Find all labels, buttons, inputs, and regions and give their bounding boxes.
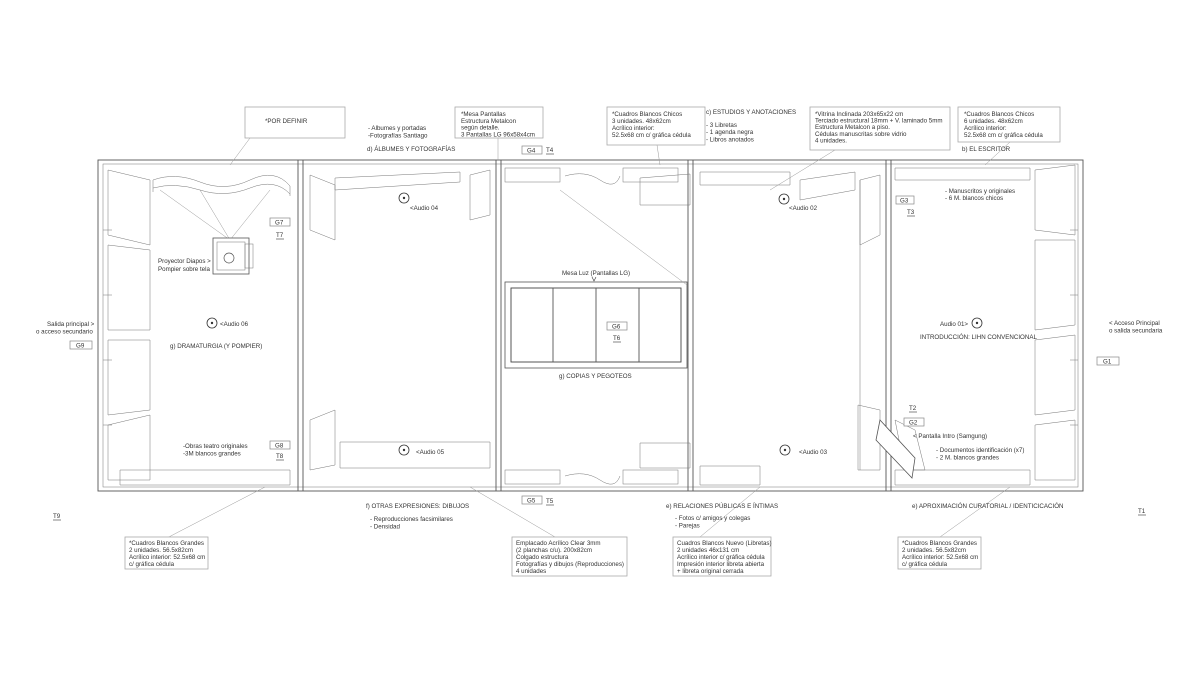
svg-text:T5: T5 <box>546 498 554 505</box>
svg-text:G9: G9 <box>76 342 85 350</box>
aproximacion-section-title: e) APROXIMACIÓN CURATORIAL / IDENTICICACIÓN <box>912 503 1064 510</box>
svg-text:<Audio 04: <Audio 04 <box>410 205 439 212</box>
dramaturgia-section-title: g) DRAMATURGIA (Y POMPIER) <box>170 343 263 350</box>
code-g6 <box>607 322 627 331</box>
salida-principal-note: Salida principal > o acceso secundario <box>36 321 95 336</box>
code-g8 <box>270 441 290 450</box>
light-table <box>505 190 687 368</box>
svg-text:G8: G8 <box>275 442 284 450</box>
otras-items-note: - Reproducciones facsimilares - Densidad <box>370 516 453 531</box>
code-t1 <box>1138 508 1146 515</box>
cuadros-grandes-right-note: *Cuadros Blancos Grandes 2 unidades. 56.5x82cm Acrílico interior: 52.5x68 cm c/ gráfica cédula <box>902 540 979 568</box>
albumes-section-title: d) ÁLBUMES Y FOTOGRAFÍAS <box>367 146 456 153</box>
svg-text:G2: G2 <box>909 419 918 427</box>
estudios-items-note: - 3 Libretas - 1 agenda negra - Libros anotados <box>706 122 754 144</box>
code-g9 <box>70 341 92 350</box>
mesa-luz-label: Mesa Luz (Pantallas LG) <box>562 270 631 277</box>
svg-text:G5: G5 <box>527 497 536 505</box>
por-definir-note: *POR DEFINIR <box>265 118 308 125</box>
svg-text:G3: G3 <box>900 197 909 205</box>
code-g4 <box>522 146 542 155</box>
audio-06-marker <box>207 318 249 328</box>
introduccion-section-title: INTRODUCCIÓN: LIHN CONVENCIONAL <box>920 334 1037 341</box>
svg-text:T1: T1 <box>1138 508 1146 515</box>
audio-02-marker <box>779 194 818 212</box>
audio-01-marker <box>940 318 982 328</box>
svg-text:T3: T3 <box>907 209 915 216</box>
code-t6 <box>613 335 621 342</box>
svg-text:T8: T8 <box>276 453 284 460</box>
emplacado-note: Emplacado Acrílico Clear 3mm (2 planchas c/u). 200x82cm Colgado estructura Fotografías y dibujos (Reproducciones) 4 unidades <box>516 540 624 575</box>
svg-text:<Audio 03: <Audio 03 <box>799 449 828 456</box>
obras-teatro-note: -Obras teatro originales -3M blancos grandes <box>183 443 248 458</box>
code-t2 <box>909 405 917 412</box>
vitrina-note: *Vitrina Inclinada 203x65x22 cm Terciado estructural 18mm + V. laminado 5mm Estructura Metalcon a piso. Cédulas manuscritas sobre vidrio 4 unidades. <box>815 111 943 145</box>
mesa-luz-arrow-icon <box>592 277 596 281</box>
relaciones-section-title: e) RELACIONES PÚBLICAS E ÍNTIMAS <box>666 503 779 510</box>
cuadros-chicos-3-note: *Cuadros Blancos Chicos 3 unidades. 48x62cm Acrílico interior: 52.5x68 cm c/ gráfica cédula <box>612 111 691 139</box>
svg-text:G1: G1 <box>1103 358 1112 366</box>
code-g5 <box>522 496 542 505</box>
svg-text:T2: T2 <box>909 405 917 412</box>
code-t9 <box>53 513 61 520</box>
proyector-note: Proyector Diapos > Pompier sobre tela <box>158 258 211 273</box>
svg-text:<Audio 02: <Audio 02 <box>789 205 818 212</box>
code-g2 <box>904 418 924 427</box>
escritor-section-title: b) EL ESCRITOR <box>962 146 1011 153</box>
otras-expresiones-section-title: f) OTRAS EXPRESIONES: DIBUJOS <box>366 503 470 510</box>
documentos-note: - Documentos identificación (x7) - 2 M. blancos grandes <box>936 447 1025 462</box>
relaciones-items-note: - Fotos c/ amigos y colegas - Parejas <box>675 515 751 530</box>
mesa-pantallas-note: *Mesa Pantallas Estructura Metalcon según detalle. 3 Pantallas LG 96x58x4cm <box>461 111 535 139</box>
svg-text:G4: G4 <box>527 147 536 155</box>
escritor-items-note: - Manuscritos y originales - 6 M. blancos chicos <box>945 188 1016 202</box>
code-t8 <box>276 453 284 460</box>
code-t3 <box>907 209 915 216</box>
code-t7 <box>276 232 284 239</box>
svg-text:T6: T6 <box>613 335 621 342</box>
audio-04-marker <box>399 193 439 212</box>
acceso-principal-note: < Acceso Principal o salida secundaria <box>1109 320 1163 335</box>
svg-text:T7: T7 <box>276 232 284 239</box>
estudios-section-title: c) ESTUDIOS Y ANOTACIONES <box>706 109 797 116</box>
code-g3 <box>896 196 914 205</box>
code-g7 <box>270 218 290 227</box>
pantalla-intro-panel <box>876 420 915 478</box>
svg-text:T9: T9 <box>53 513 61 520</box>
svg-text:G7: G7 <box>275 219 284 227</box>
audio-05-marker <box>399 445 445 456</box>
cuadros-chicos-6-note: *Cuadros Blancos Chicos 6 unidades. 48x62cm Acrílico interior: 52.5x68 cm c/ gráfica cédula <box>964 111 1043 139</box>
svg-text:G6: G6 <box>612 323 621 331</box>
code-g1 <box>1097 357 1119 366</box>
svg-text:Audio 01>: Audio 01> <box>940 321 969 328</box>
code-t5 <box>546 498 554 505</box>
cuadros-nuevo-note: Cuadros Blancos Nuevo (Libretas) 2 unidades 46x131 cm Acrílico interior c/ gráfica cédula Impresión interior libreta abierta + libreta original cerrada <box>677 540 772 575</box>
pantalla-intro-note: < Pantalla Intro (Samgung) <box>913 433 988 440</box>
code-t4 <box>546 147 554 154</box>
svg-text:<Audio 05: <Audio 05 <box>416 449 445 456</box>
svg-text:T4: T4 <box>546 147 554 154</box>
audio-03-marker <box>780 445 828 456</box>
albumes-items-note: - Albumes y portadas -Fotografías Santiago <box>368 125 428 140</box>
cuadros-grandes-left-note: *Cuadros Blancos Grandes 2 unidades. 56.5x82cm Acrílico interior: 52.5x68 cm c/ gráfica cédula <box>129 540 206 568</box>
svg-text:<Audio 06: <Audio 06 <box>220 321 249 328</box>
copias-section-title: g) COPIAS Y PEGOTEOS <box>559 373 632 380</box>
